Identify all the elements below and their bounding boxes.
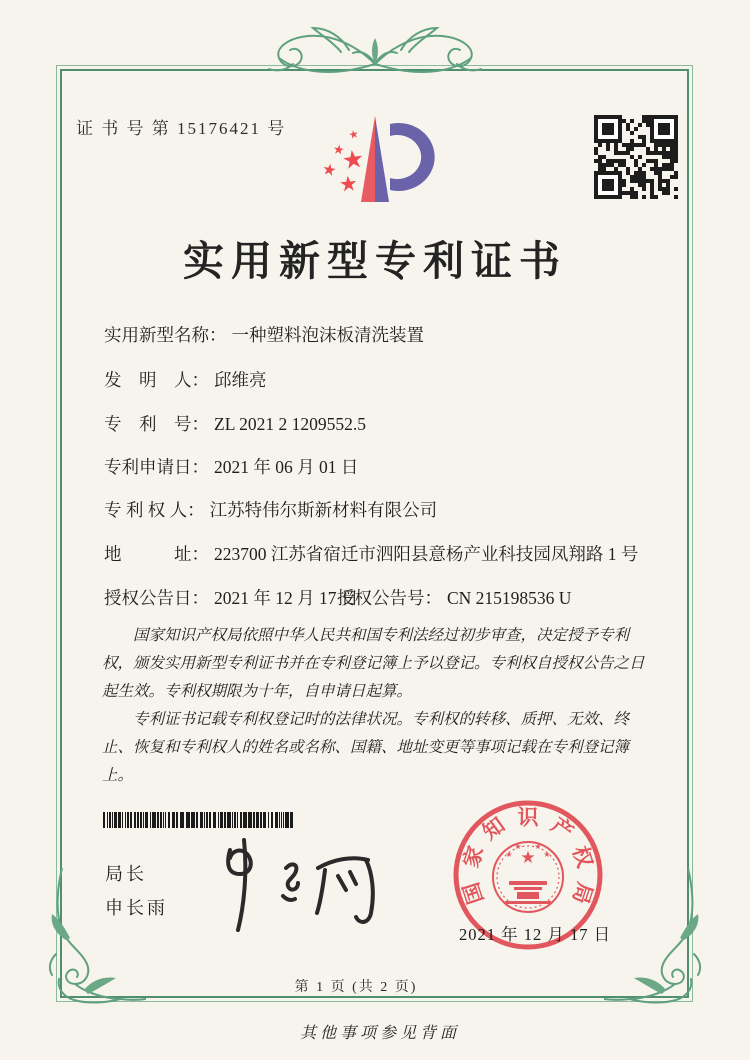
field-row-address [104, 541, 638, 566]
logo-star-icon: ★ [332, 141, 346, 158]
field-row-name [104, 322, 424, 347]
handwritten-signature [190, 828, 400, 936]
seal-ring-char: 识 [517, 805, 539, 830]
field-value: 邱维亮 [214, 370, 267, 390]
back-note: 其他事项参见背面 [299, 1025, 460, 1042]
field-value: 一种塑料泡沫板清洗装置 [231, 325, 424, 345]
seal-date: 2021 年 12 月 17 日 [458, 925, 612, 944]
legal-text [102, 622, 656, 790]
svg-text:★: ★ [543, 850, 551, 859]
field-row-patentee [104, 497, 437, 522]
svg-text:★: ★ [514, 842, 522, 851]
field-value: 江苏特伟尔斯新材料有限公司 [209, 500, 438, 520]
seal-ring-char: 局 [568, 879, 598, 907]
logo-star-icon: ★ [320, 160, 338, 181]
grant-number-group [337, 585, 571, 610]
field-label: 专利申请日： [104, 457, 209, 477]
grant-number-label: 授权公告号： [337, 588, 442, 608]
grant-date-value: 2021 年 12 月 17 日 [214, 588, 359, 608]
certificate-title: 实用新型专利证书 [183, 238, 567, 284]
field-row-patent-number [104, 411, 366, 436]
legal-paragraph: 国家知识产权局依照中华人民共和国专利法经过初步审查，决定授予专利权，颁发实用新型专利证书并在专利登记簿上予以登记。专利权自授权公告之日起生效。专利权期限为十年，自申请日起算。 [102, 627, 645, 700]
field-row-grant [104, 585, 572, 610]
field-value: ZL 2021 2 1209552.5 [214, 414, 366, 434]
field-label: 专 利 权 人： [104, 500, 205, 520]
logo-star-icon: ★ [337, 171, 359, 197]
svg-text:★: ★ [505, 850, 513, 859]
field-value: 223700 江苏省宿迁市泗阳县意杨产业科技园凤翔路 1 号 [214, 544, 639, 564]
logo-star-icon: ★ [347, 128, 360, 142]
svg-text:★: ★ [534, 842, 542, 851]
barcode-1d [103, 812, 297, 828]
field-row-filing-date [104, 454, 358, 479]
page-indicator: 第 1 页 (共 2 页) [294, 980, 418, 995]
certificate-number: 证 书 号 第 15176421 号 [76, 119, 287, 138]
field-label: 实用新型名称： [104, 325, 227, 345]
field-value: 2021 年 06 月 01 日 [214, 457, 359, 477]
legal-paragraph: 专利证书记载专利权登记时的法律状况。专利权的转移、质押、无效、终止、恢复和专利权人的姓名或名称、国籍、地址变更等事项记载在专利登记簿上。 [102, 711, 630, 784]
field-label: 发 明 人： [104, 370, 209, 390]
signer-title: 局长 [105, 864, 147, 884]
field-label: 专 利 号： [104, 414, 209, 434]
field-label: 地 址： [104, 544, 209, 564]
seal-emblem-star: ★ [520, 848, 536, 867]
field-row-inventor [104, 367, 267, 392]
logo-star-icon: ★ [340, 145, 367, 176]
seal-ring-char: 知 [478, 812, 510, 845]
grant-number-value: CN 215198536 U [447, 588, 572, 608]
seal-ring-char: 产 [546, 812, 578, 845]
signer-name: 申长雨 [105, 898, 168, 918]
seal-ring-char: 家 [458, 843, 488, 871]
grant-date-label: 授权公告日： [104, 588, 209, 608]
seal-ring-char: 国 [458, 879, 488, 907]
seal-ring-char: 权 [568, 843, 598, 871]
